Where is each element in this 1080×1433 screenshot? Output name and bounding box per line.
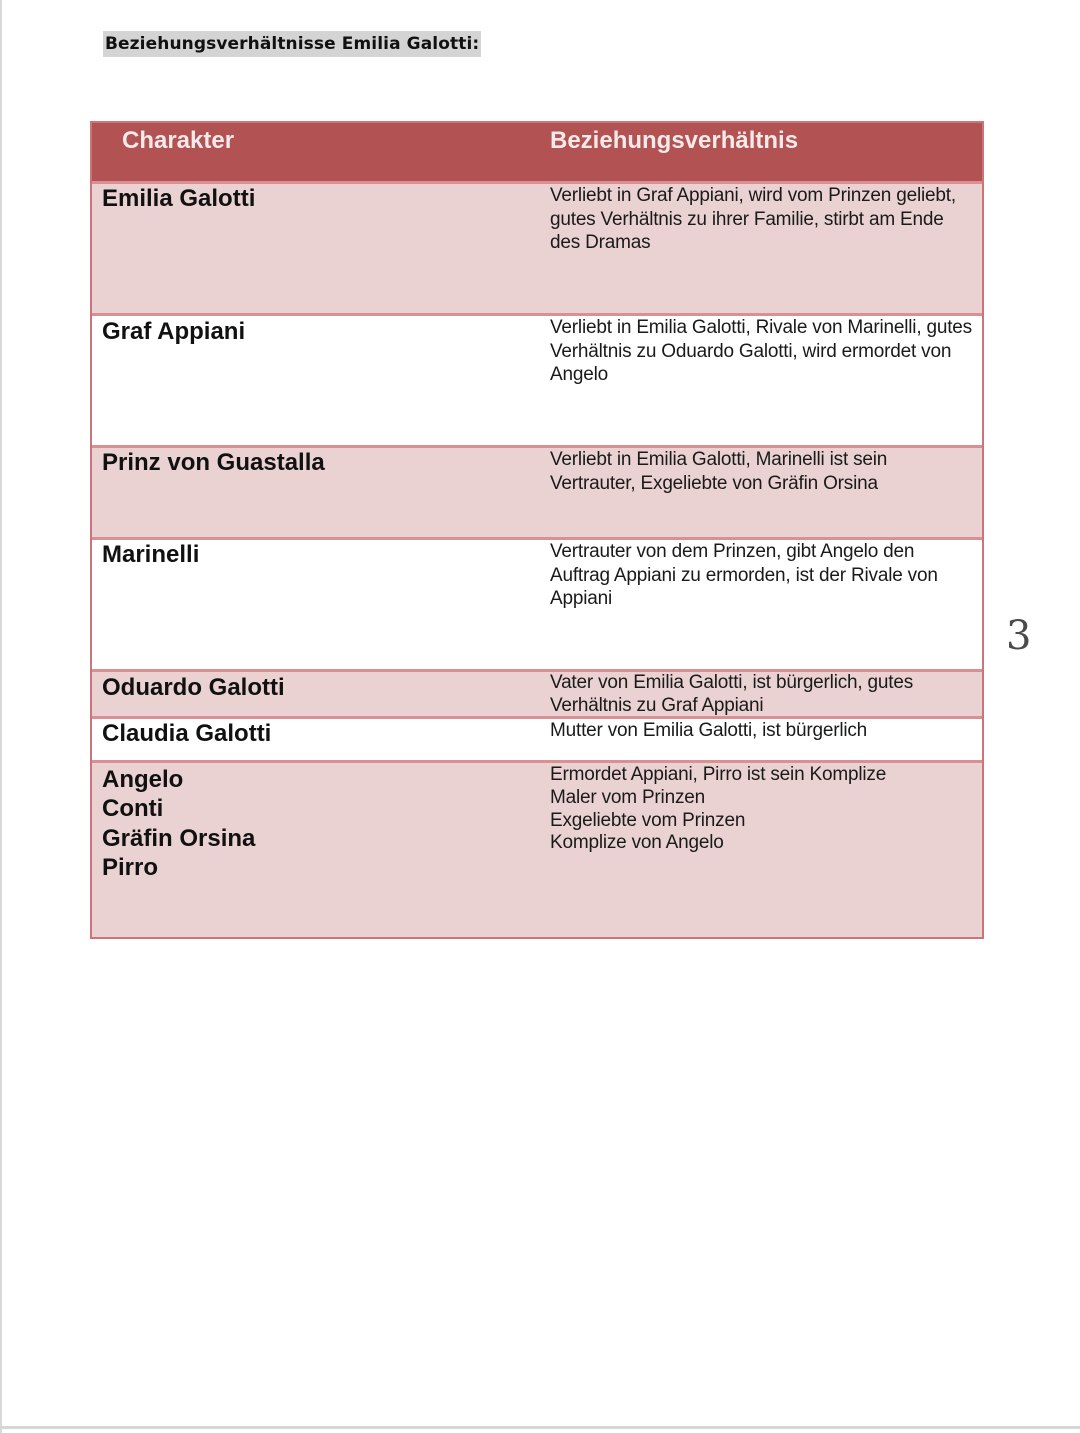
page-number: 3 xyxy=(1006,613,1032,659)
relationship-text: Exgeliebte vom Prinzen xyxy=(550,810,746,831)
relationship-text: Verliebt in Graf Appiani, wird vom Prinzen geliebt, gutes Verhältnis zu ihrer Familie, stirbt am Ende des Dramas xyxy=(550,185,956,253)
relationship-text: Ermordet Appiani, Pirro ist sein Komplize xyxy=(550,764,887,785)
table-row xyxy=(92,763,982,937)
relationship-text: Vertrauter von dem Prinzen, gibt Angelo den Auftrag Appiani zu ermorden, ist der Rivale von Appiani xyxy=(550,541,938,609)
character-name: Prinz von Guastalla xyxy=(102,449,325,476)
character-name: Conti xyxy=(102,795,164,822)
character-name: Angelo xyxy=(102,766,184,793)
page-bottom-edge xyxy=(0,1426,1080,1429)
table-header-row xyxy=(92,123,982,181)
table-row xyxy=(92,540,982,669)
character-name: Marinelli xyxy=(102,541,200,568)
page-edge xyxy=(0,0,2,1433)
character-name: Graf Appiani xyxy=(102,318,246,345)
table-row xyxy=(92,184,982,313)
relationship-text: Vater von Emilia Galotti, ist bürgerlich, gutes Verhältnis zu Graf Appiani xyxy=(550,672,914,716)
character-name: Oduardo Galotti xyxy=(102,674,285,701)
character-name: Gräfin Orsina xyxy=(102,825,256,852)
table-row xyxy=(92,316,982,445)
table-row xyxy=(92,672,982,716)
header-relationship: Beziehungsverhältnis xyxy=(550,127,799,154)
character-name: Claudia Galotti xyxy=(102,720,272,747)
relationship-text: Mutter von Emilia Galotti, ist bürgerlich xyxy=(550,720,868,741)
relationship-text: Verliebt in Emilia Galotti, Marinelli ist sein Vertrauter, Exgeliebte von Gräfin Orsina xyxy=(550,449,888,494)
character-name: Emilia Galotti xyxy=(102,185,256,212)
relationship-text: Maler vom Prinzen xyxy=(550,787,705,808)
relationship-table xyxy=(90,121,984,939)
relationship-text: Verliebt in Emilia Galotti, Rivale von Marinelli, gutes Verhältnis zu Oduardo Galotti, wird ermordet von Angelo xyxy=(550,317,972,385)
table-row xyxy=(92,719,982,760)
table-row xyxy=(92,448,982,537)
document-title: Beziehungsverhältnisse Emilia Galotti: xyxy=(103,31,481,57)
character-name: Pirro xyxy=(102,854,159,881)
header-character: Charakter xyxy=(122,127,235,154)
relationship-text: Komplize von Angelo xyxy=(550,832,724,853)
